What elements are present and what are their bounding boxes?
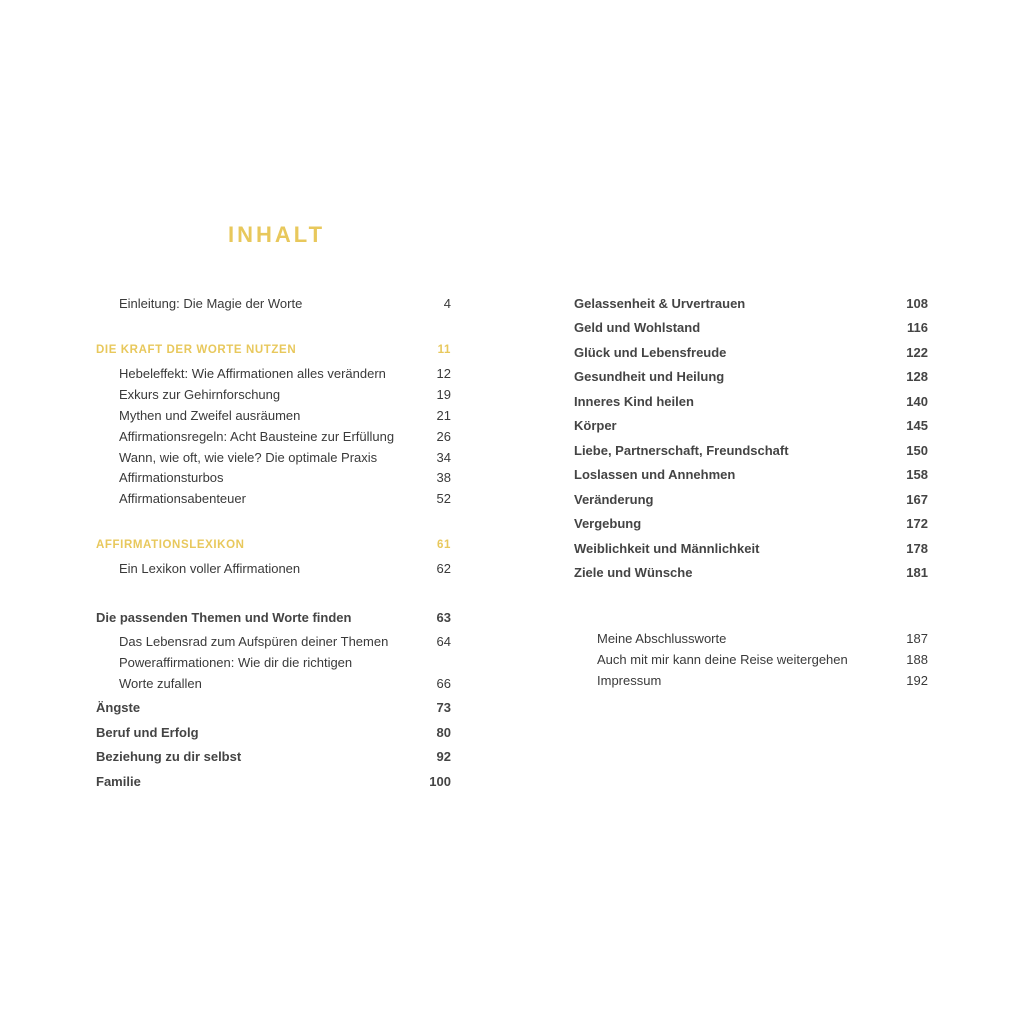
toc-entry-label: Vergebung [574,516,642,531]
toc-entry-page: 66 [436,676,451,691]
toc-entry[interactable] [119,491,451,507]
toc-entry-page: 4 [443,296,451,311]
toc-topic-entry[interactable] [574,418,928,434]
toc-topic-entry[interactable] [574,541,928,557]
toc-topic-entry[interactable] [96,725,451,741]
toc-entry-label: Körper [574,418,617,433]
toc-entry-label: Ängste [96,700,141,715]
toc-entry-page: 158 [906,467,928,482]
toc-topic-entry[interactable] [574,394,928,410]
toc-entry-label: Affirmationsregeln: Acht Bausteine zur Erfüllung [119,429,395,444]
toc-entry-label: Affirmationsturbos [119,470,224,485]
toc-section-label: AFFIRMATIONSLEXIKON [96,539,245,551]
toc-entry-label: Veränderung [574,492,654,507]
toc-entry-label: Exkurs zur Gehirnforschung [119,387,281,402]
toc-left-column [96,0,451,1024]
toc-entry[interactable] [597,652,928,668]
toc-entry-page: 63 [436,610,451,625]
toc-entry-page: 64 [436,634,451,649]
toc-topic-entry[interactable] [96,610,451,626]
toc-entry-page: 52 [436,491,451,506]
toc-entry-page: 100 [429,774,451,789]
toc-topic-entry[interactable] [574,443,928,459]
toc-topic-entry[interactable] [574,467,928,483]
toc-section-heading[interactable] [96,342,451,358]
toc-entry-label: Worte zufallen [119,676,202,691]
toc-topic-entry[interactable] [96,700,451,716]
toc-topic-entry[interactable] [574,516,928,532]
toc-topic-entry[interactable] [96,749,451,765]
toc-entry-label: Mythen und Zweifel ausräumen [119,408,301,423]
toc-entry-page: 188 [906,652,928,667]
toc-section-label: DIE KRAFT DER WORTE NUTZEN [96,344,297,356]
toc-entry-page: 108 [906,296,928,311]
toc-entry-label: Familie [96,774,141,789]
toc-entry-label: Hebeleffekt: Wie Affirmationen alles verändern [119,366,386,381]
toc-entry-label: Weiblichkeit und Männlichkeit [574,541,760,556]
toc-entry-label: Beruf und Erfolg [96,725,199,740]
toc-entry-page: 26 [436,429,451,444]
toc-entry-page: 167 [906,492,928,507]
toc-topic-entry[interactable] [574,565,928,581]
toc-entry[interactable] [597,631,928,647]
toc-entry-page: 178 [906,541,928,556]
toc-entry-page: 21 [436,408,451,423]
toc-topic-entry[interactable] [574,369,928,385]
toc-entry-label: Poweraffirmationen: Wie dir die richtigen [119,655,353,670]
toc-entry-label: Affirmationsabenteuer [119,491,246,506]
toc-right-column [574,0,928,1024]
toc-entry-label: Beziehung zu dir selbst [96,749,242,764]
toc-entry-label: Das Lebensrad zum Aufspüren deiner Themen [119,634,389,649]
toc-entry-label: Gesundheit und Heilung [574,369,725,384]
toc-entry-page: 38 [436,470,451,485]
toc-entry-page: 34 [436,450,451,465]
toc-entry-page: 187 [906,631,928,646]
toc-entry-page: 122 [906,345,928,360]
toc-entry-page: 128 [906,369,928,384]
page-title: INHALT [228,222,326,247]
toc-topic-entry[interactable] [574,296,928,312]
toc-entry[interactable] [119,366,451,382]
toc-topic-entry[interactable] [574,345,928,361]
toc-entry-page: 192 [906,673,928,688]
toc-entry[interactable] [119,470,451,486]
toc-entry[interactable] [119,429,451,445]
toc-entry-label: Inneres Kind heilen [574,394,694,409]
toc-entry-label: Ein Lexikon voller Affirmationen [119,561,301,576]
toc-entry-label: Glück und Lebensfreude [574,345,727,360]
toc-entry-label: Geld und Wohlstand [574,320,701,335]
toc-topic-entry[interactable] [96,774,451,790]
toc-entry-label: Impressum [597,673,662,688]
toc-entry-page: 116 [907,320,928,335]
toc-topic-entry[interactable] [574,320,928,336]
toc-section-page: 11 [437,344,451,356]
toc-entry[interactable] [119,634,451,650]
toc-entry[interactable] [597,673,928,689]
toc-section-page: 61 [437,539,451,551]
toc-section-heading[interactable] [96,537,451,553]
toc-entry-label: Liebe, Partnerschaft, Freundschaft [574,443,789,458]
toc-entry-page: 62 [436,561,451,576]
toc-entry-page: 80 [436,725,451,740]
toc-entry-page: 92 [436,749,451,764]
toc-topic-entry[interactable] [574,492,928,508]
toc-entry[interactable] [119,408,451,424]
toc-entry-page: 73 [436,700,451,715]
toc-entry[interactable] [119,387,451,403]
toc-entry-page: 150 [906,443,928,458]
toc-entry[interactable] [119,655,451,671]
toc-entry-label: Loslassen und Annehmen [574,467,736,482]
toc-entry-label: Wann, wie oft, wie viele? Die optimale Praxis [119,450,378,465]
toc-entry-page: 172 [906,516,928,531]
toc-entry[interactable] [119,676,451,692]
toc-entry-label: Gelassenheit & Urvertrauen [574,296,746,311]
toc-entry-page: 140 [906,394,928,409]
toc-entry-label: Einleitung: Die Magie der Worte [119,296,303,311]
toc-entry-page: 181 [906,565,928,580]
toc-entry-label: Die passenden Themen und Worte finden [96,610,352,625]
toc-entry-intro[interactable] [119,296,451,312]
toc-entry-page: 145 [906,418,928,433]
toc-entry[interactable] [119,561,451,577]
toc-entry-page: 19 [436,387,451,402]
toc-entry-page: 12 [436,366,451,381]
toc-entry-label: Meine Abschlussworte [597,631,727,646]
toc-entry-label: Ziele und Wünsche [574,565,693,580]
toc-entry-label: Auch mit mir kann deine Reise weitergehen [597,652,848,667]
toc-entry[interactable] [119,450,451,466]
